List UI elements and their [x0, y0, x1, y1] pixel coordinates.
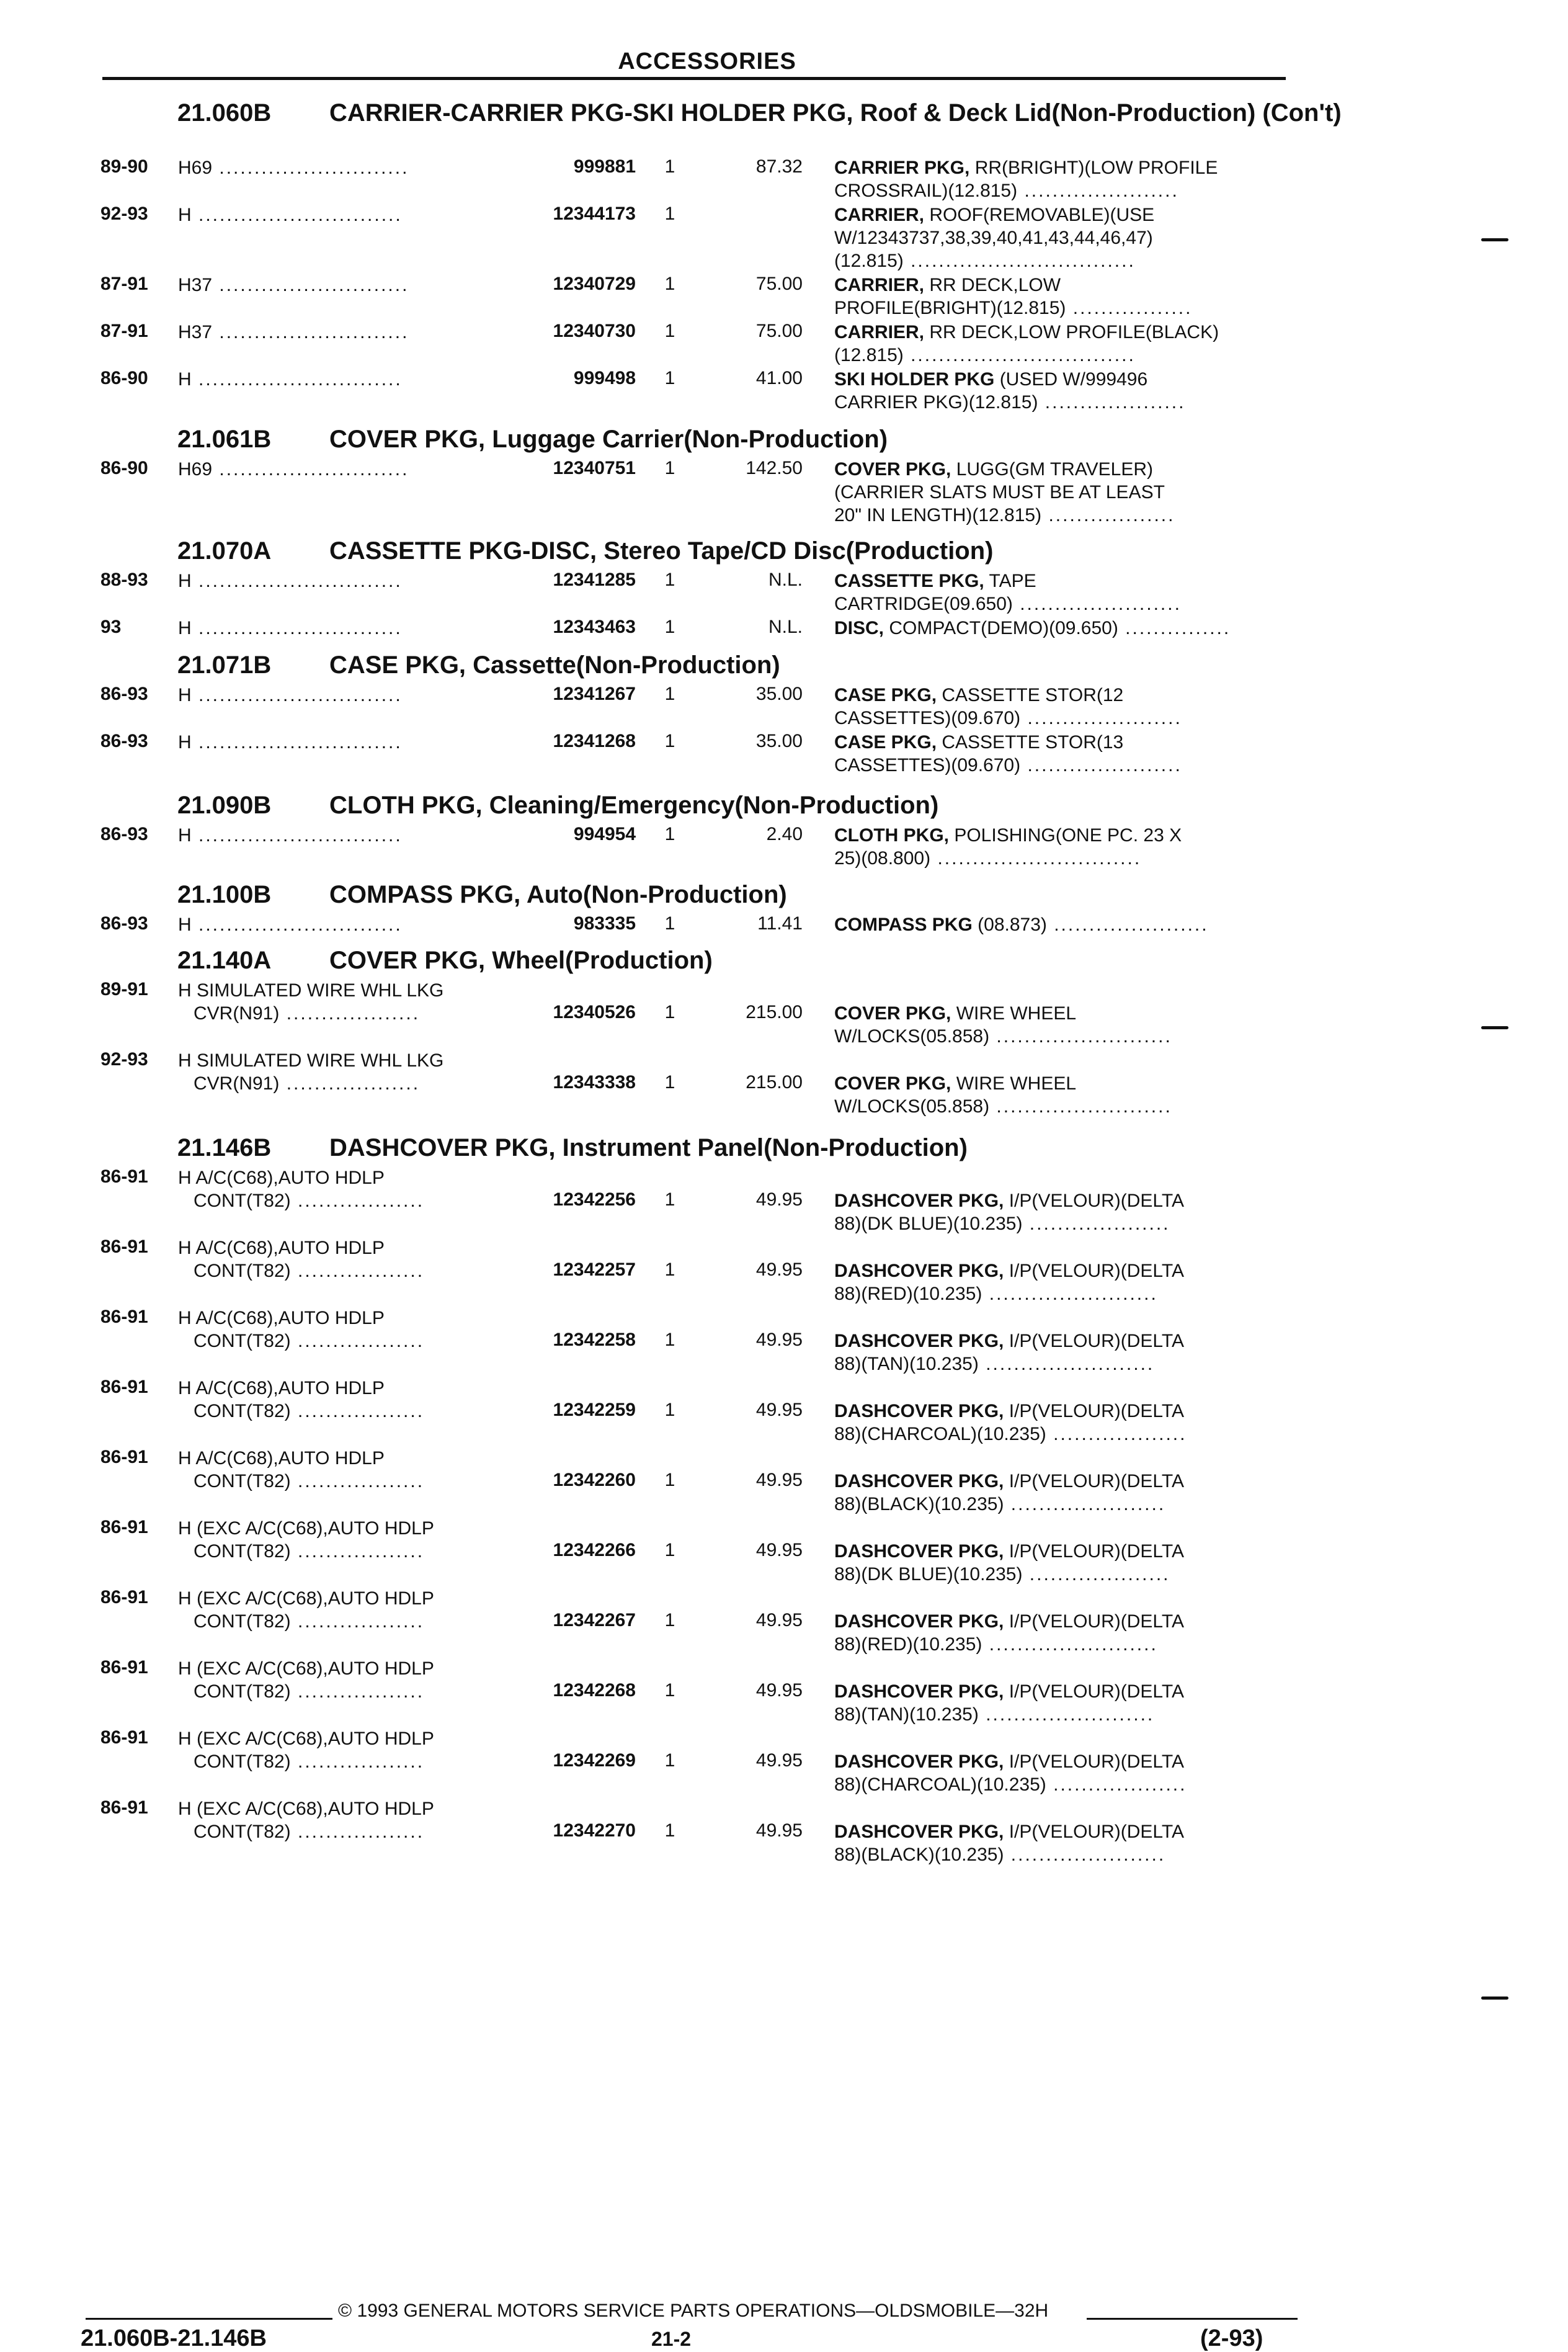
row-price: N.L.	[768, 570, 803, 590]
row-model-text: H	[178, 369, 192, 390]
footer-section-range: 21.060B-21.146B	[81, 2325, 267, 2351]
row-description	[834, 1820, 1293, 1866]
row-model-text: H A/C(C68),AUTO HDLP CONT(T82)	[178, 1238, 385, 1281]
row-description-detail: LUGG(GM TRAVELER) (CARRIER SLATS MUST BE AT LEAST 20" IN LENGTH)(12.815)	[834, 459, 1165, 525]
row-part-number: 12342270	[553, 1820, 636, 1841]
section-code: 21.146B	[177, 1134, 272, 1161]
row-description-detail: I/P(VELOUR)(DELTA 88)(DK BLUE)(10.235)	[834, 1191, 1184, 1234]
row-description-detail: I/P(VELOUR)(DELTA 88)(TAN)(10.235)	[834, 1681, 1184, 1725]
row-model-text: H (EXC A/C(C68),AUTO HDLP CONT(T82)	[178, 1658, 434, 1702]
row-description	[834, 1540, 1293, 1586]
row-price: N.L.	[768, 617, 803, 637]
row-quantity: 1	[664, 684, 675, 704]
row-part-number: 12342258	[553, 1330, 636, 1350]
footer-rule-left	[86, 2318, 332, 2320]
section-code: 21.070A	[177, 537, 272, 565]
row-years: 86-90	[100, 368, 148, 388]
section-title: CASE PKG, Cassette(Non-Production)	[329, 651, 780, 679]
row-model	[178, 1236, 424, 1282]
row-description	[834, 913, 1293, 936]
row-description-name: DASHCOVER PKG,	[834, 1822, 1004, 1842]
row-model	[178, 1377, 424, 1423]
row-model-text: H69	[178, 459, 213, 480]
row-years: 86-91	[100, 1797, 148, 1818]
row-model	[178, 1587, 434, 1633]
row-description-detail: (08.873)	[972, 914, 1047, 935]
row-model-text: H	[178, 914, 192, 935]
leader-dots: ....................	[1038, 392, 1186, 413]
row-years: 86-91	[100, 1377, 148, 1397]
leader-dots: ...................	[1046, 1424, 1187, 1444]
row-model-text: H	[178, 732, 192, 753]
footer-rule-right	[1087, 2318, 1298, 2320]
row-model-text: H A/C(C68),AUTO HDLP CONT(T82)	[178, 1378, 385, 1421]
row-description-detail: RR(BRIGHT)(LOW PROFILE CROSSRAIL)(12.815)	[834, 158, 1218, 201]
row-description-detail: (USED W/999496 CARRIER PKG)(12.815)	[834, 369, 1148, 413]
row-quantity: 1	[664, 274, 675, 294]
row-part-number: 983335	[573, 913, 636, 934]
row-description-detail: CASSETTE STOR(13 CASSETTES)(09.670)	[834, 732, 1124, 776]
row-quantity: 1	[664, 321, 675, 341]
row-description	[834, 570, 1293, 615]
leader-dots: ..................	[290, 1822, 425, 1842]
row-model	[178, 570, 403, 592]
row-quantity: 1	[664, 1610, 675, 1630]
row-model	[178, 1049, 443, 1095]
row-description	[834, 458, 1293, 527]
row-description	[834, 1610, 1293, 1656]
section-title: CLOTH PKG, Cleaning/Emergency(Non-Production)	[329, 792, 939, 819]
leader-dots: .............................	[191, 685, 403, 705]
section-code: 21.100B	[177, 881, 272, 908]
row-price: 2.40	[766, 824, 803, 844]
section-code: 21.071B	[177, 651, 272, 679]
row-quantity: 1	[664, 570, 675, 590]
leader-dots: .............................	[191, 618, 403, 638]
row-model	[178, 203, 403, 226]
row-part-number: 12342268	[553, 1680, 636, 1701]
row-description-detail: WIRE WHEEL W/LOCKS(05.858)	[834, 1003, 1077, 1047]
row-model-text: H	[178, 685, 192, 705]
row-model-text: H69	[178, 158, 213, 178]
leader-dots: ...........................	[212, 322, 409, 342]
leader-dots: ......................	[1004, 1494, 1166, 1514]
row-years: 86-91	[100, 1657, 148, 1678]
row-model	[178, 824, 403, 847]
leader-dots: ...................	[279, 1003, 421, 1024]
row-model	[178, 368, 403, 391]
row-price: 49.95	[755, 1540, 803, 1560]
row-description-name: DASHCOVER PKG,	[834, 1471, 1004, 1491]
row-model	[178, 684, 403, 707]
row-quantity: 1	[664, 1820, 675, 1841]
row-part-number: 12342256	[553, 1189, 636, 1210]
row-model-text: H37	[178, 275, 213, 295]
leader-dots: ....................	[1022, 1564, 1170, 1585]
row-price: 49.95	[755, 1259, 803, 1280]
row-model	[178, 1307, 424, 1353]
row-description-detail: RR DECK,LOW PROFILE(BLACK) (12.815)	[834, 322, 1219, 365]
row-price: 11.41	[757, 913, 803, 934]
row-price: 49.95	[755, 1189, 803, 1210]
row-model-text: H (EXC A/C(C68),AUTO HDLP CONT(T82)	[178, 1799, 434, 1842]
section-title: DASHCOVER PKG, Instrument Panel(Non-Production)	[329, 1134, 968, 1161]
leader-dots: ........................	[982, 1634, 1158, 1655]
row-part-number: 12342267	[553, 1610, 636, 1630]
row-part-number: 12342257	[553, 1259, 636, 1280]
row-model-text: H A/C(C68),AUTO HDLP CONT(T82)	[178, 1308, 385, 1351]
row-price: 215.00	[746, 1002, 803, 1022]
row-description-detail: COMPACT(DEMO)(09.650)	[884, 618, 1118, 638]
leader-dots: ..................	[290, 1261, 425, 1281]
row-years: 86-91	[100, 1166, 148, 1187]
row-model	[178, 156, 409, 179]
row-description-detail: I/P(VELOUR)(DELTA 88)(DK BLUE)(10.235)	[834, 1541, 1184, 1585]
row-price: 49.95	[755, 1470, 803, 1490]
row-part-number: 999498	[573, 368, 636, 388]
row-price: 41.00	[755, 368, 803, 388]
row-description-name: COVER PKG,	[834, 1003, 951, 1024]
leader-dots: .............................	[191, 571, 403, 591]
row-description-detail: I/P(VELOUR)(DELTA 88)(BLACK)(10.235)	[834, 1471, 1184, 1514]
row-description-name: COVER PKG,	[834, 459, 951, 480]
footer-page-number: 21-2	[651, 2328, 692, 2350]
leader-dots: .........................	[989, 1026, 1172, 1047]
margin-change-mark	[1481, 238, 1508, 241]
row-description-detail: TAPE CARTRIDGE(09.650)	[834, 571, 1036, 614]
row-description-detail: I/P(VELOUR)(DELTA 88)(RED)(10.235)	[834, 1611, 1184, 1655]
row-part-number: 12340730	[553, 321, 636, 341]
row-description	[834, 368, 1293, 414]
row-description	[834, 274, 1293, 320]
leader-dots: ..................	[290, 1541, 425, 1562]
row-quantity: 1	[664, 1189, 675, 1210]
row-price: 49.95	[755, 1400, 803, 1420]
leader-dots: ................................	[903, 345, 1136, 365]
row-price: 87.32	[755, 156, 803, 177]
row-part-number: 12342259	[553, 1400, 636, 1420]
row-model	[178, 731, 403, 754]
leader-dots: ......................	[1004, 1844, 1166, 1865]
row-price: 49.95	[755, 1330, 803, 1350]
leader-dots: ...........................	[212, 275, 409, 295]
row-price: 49.95	[755, 1820, 803, 1841]
section-title: COVER PKG, Wheel(Production)	[329, 947, 713, 974]
row-years: 87-91	[100, 274, 148, 294]
row-description-detail: I/P(VELOUR)(DELTA 88)(CHARCOAL)(10.235)	[834, 1751, 1184, 1795]
row-model-text: H (EXC A/C(C68),AUTO HDLP CONT(T82)	[178, 1518, 434, 1562]
row-quantity: 1	[664, 203, 675, 224]
row-description	[834, 1189, 1293, 1235]
row-price: 49.95	[755, 1610, 803, 1630]
row-price: 35.00	[755, 731, 803, 751]
row-description-name: DISC,	[834, 618, 884, 638]
leader-dots: .........................	[989, 1096, 1172, 1117]
row-quantity: 1	[664, 1002, 675, 1022]
row-years: 86-93	[100, 731, 148, 751]
row-quantity: 1	[664, 458, 675, 478]
row-part-number: 12342266	[553, 1540, 636, 1560]
row-years: 86-91	[100, 1447, 148, 1467]
row-price: 49.95	[755, 1680, 803, 1701]
row-part-number: 12341285	[553, 570, 636, 590]
leader-dots: ........................	[982, 1284, 1158, 1304]
row-description	[834, 617, 1293, 640]
row-years: 92-93	[100, 1049, 148, 1070]
row-part-number: 12340526	[553, 1002, 636, 1022]
row-description-name: DASHCOVER PKG,	[834, 1261, 1004, 1281]
row-description-name: DASHCOVER PKG,	[834, 1681, 1004, 1702]
row-description-detail: I/P(VELOUR)(DELTA 88)(TAN)(10.235)	[834, 1331, 1184, 1374]
leader-dots: ................................	[903, 251, 1136, 271]
header-rule	[102, 77, 1286, 80]
leader-dots: ...........................	[212, 459, 409, 480]
section-title: CASSETTE PKG-DISC, Stereo Tape/CD Disc(Production)	[329, 537, 994, 565]
row-part-number: 12341268	[553, 731, 636, 751]
row-part-number: 12343463	[553, 617, 636, 637]
row-model-text: H	[178, 825, 192, 846]
row-quantity: 1	[664, 1072, 675, 1093]
page-header-title: ACCESSORIES	[618, 48, 796, 74]
row-description	[834, 684, 1293, 730]
row-description-name: SKI HOLDER PKG	[834, 369, 995, 390]
row-model	[178, 617, 403, 640]
row-quantity: 1	[664, 1400, 675, 1420]
leader-dots: ..................	[290, 1751, 425, 1772]
row-model	[178, 274, 409, 297]
row-model	[178, 321, 409, 344]
row-description-detail: I/P(VELOUR)(DELTA 88)(CHARCOAL)(10.235)	[834, 1401, 1184, 1444]
row-years: 89-90	[100, 156, 148, 177]
row-description-name: CLOTH PKG,	[834, 825, 949, 846]
row-part-number: 12340729	[553, 274, 636, 294]
row-model	[178, 1166, 424, 1212]
row-model	[178, 1657, 434, 1703]
leader-dots: .............................	[930, 848, 1142, 869]
leader-dots: ...............	[1118, 618, 1231, 638]
row-years: 86-91	[100, 1307, 148, 1327]
row-model-text: H	[178, 618, 192, 638]
row-price: 142.50	[746, 458, 803, 478]
row-description	[834, 156, 1293, 202]
row-part-number: 12342260	[553, 1470, 636, 1490]
row-description	[834, 731, 1293, 777]
section-title: COVER PKG, Luggage Carrier(Non-Production)	[329, 426, 888, 453]
row-quantity: 1	[664, 824, 675, 844]
row-quantity: 1	[664, 1680, 675, 1701]
row-years: 88-93	[100, 570, 148, 590]
margin-change-mark	[1481, 1997, 1508, 2000]
row-description-name: DASHCOVER PKG,	[834, 1331, 1004, 1351]
row-price: 75.00	[755, 321, 803, 341]
row-description	[834, 824, 1293, 870]
row-description-name: CASE PKG,	[834, 685, 937, 705]
row-quantity: 1	[664, 1750, 675, 1771]
row-quantity: 1	[664, 731, 675, 751]
row-description-name: DASHCOVER PKG,	[834, 1401, 1004, 1421]
row-description	[834, 1470, 1293, 1516]
row-description-detail: WIRE WHEEL W/LOCKS(05.858)	[834, 1073, 1077, 1117]
row-description-detail: ROOF(REMOVABLE)(USE W/12343737,38,39,40,41,43,44,46,47) (12.815)	[834, 205, 1155, 271]
row-model-text: H	[178, 571, 192, 591]
row-model	[178, 913, 403, 936]
row-years: 86-93	[100, 684, 148, 704]
row-description-name: CARRIER,	[834, 205, 925, 225]
row-description-name: DASHCOVER PKG,	[834, 1751, 1004, 1772]
row-model-text: H	[178, 205, 192, 225]
row-years: 86-91	[100, 1587, 148, 1607]
row-quantity: 1	[664, 1540, 675, 1560]
leader-dots: .............................	[191, 205, 403, 225]
row-part-number: 12341267	[553, 684, 636, 704]
row-model-text: H SIMULATED WIRE WHL LKG CVR(N91)	[178, 1050, 444, 1094]
row-description-detail: I/P(VELOUR)(DELTA 88)(BLACK)(10.235)	[834, 1822, 1184, 1865]
leader-dots: ........................	[978, 1354, 1155, 1374]
row-years: 86-91	[100, 1517, 148, 1537]
row-description	[834, 203, 1293, 272]
leader-dots: ..................	[290, 1191, 425, 1211]
row-model	[178, 1447, 424, 1493]
section-code: 21.140A	[177, 947, 272, 974]
row-description	[834, 1259, 1293, 1305]
row-description	[834, 1750, 1293, 1796]
row-description	[834, 1072, 1293, 1118]
row-part-number: 999881	[573, 156, 636, 177]
row-quantity: 1	[664, 1470, 675, 1490]
footer-date: (2-93)	[1200, 2325, 1263, 2351]
row-part-number: 12343338	[553, 1072, 636, 1093]
leader-dots: ..................	[1041, 505, 1175, 525]
row-price: 35.00	[755, 684, 803, 704]
row-description-name: DASHCOVER PKG,	[834, 1541, 1004, 1562]
row-part-number: 12344173	[553, 203, 636, 224]
row-years: 86-91	[100, 1727, 148, 1748]
row-description-name: DASHCOVER PKG,	[834, 1191, 1004, 1211]
leader-dots: ....................	[1022, 1214, 1170, 1234]
leader-dots: .............................	[191, 732, 403, 753]
row-quantity: 1	[664, 1259, 675, 1280]
row-quantity: 1	[664, 156, 675, 177]
row-description	[834, 1680, 1293, 1726]
leader-dots: .............................	[191, 825, 403, 846]
section-title: CARRIER-CARRIER PKG-SKI HOLDER PKG, Roof & Deck Lid(Non-Production) (Con't)	[329, 99, 1342, 127]
leader-dots: .............................	[191, 369, 403, 390]
row-description-name: CASSETTE PKG,	[834, 571, 984, 591]
leader-dots: ...................	[279, 1073, 421, 1094]
row-description-name: CARRIER,	[834, 322, 925, 342]
leader-dots: ..................	[290, 1401, 425, 1421]
row-years: 93	[100, 617, 122, 637]
leader-dots: .............................	[191, 914, 403, 935]
row-description-detail: POLISHING(ONE PC. 23 X 25)(08.800)	[834, 825, 1182, 869]
leader-dots: ......................	[1020, 755, 1182, 776]
row-description-detail: I/P(VELOUR)(DELTA 88)(RED)(10.235)	[834, 1261, 1184, 1304]
row-description-name: COMPASS PKG	[834, 914, 973, 935]
leader-dots: ......................	[1046, 914, 1209, 935]
section-title: COMPASS PKG, Auto(Non-Production)	[329, 881, 787, 908]
row-description	[834, 1330, 1293, 1375]
row-price: 215.00	[746, 1072, 803, 1093]
row-years: 87-91	[100, 321, 148, 341]
row-description-name: CASE PKG,	[834, 732, 937, 753]
row-part-number: 12342269	[553, 1750, 636, 1771]
row-description-name: DASHCOVER PKG,	[834, 1611, 1004, 1632]
row-quantity: 1	[664, 913, 675, 934]
row-years: 89-91	[100, 979, 148, 999]
row-part-number: 994954	[573, 824, 636, 844]
section-code: 21.061B	[177, 426, 272, 453]
row-model-text: H SIMULATED WIRE WHL LKG CVR(N91)	[178, 980, 444, 1024]
row-model-text: H (EXC A/C(C68),AUTO HDLP CONT(T82)	[178, 1588, 434, 1632]
row-description-detail: CASSETTE STOR(12 CASSETTES)(09.670)	[834, 685, 1124, 728]
row-model-text: H (EXC A/C(C68),AUTO HDLP CONT(T82)	[178, 1728, 434, 1772]
row-description	[834, 321, 1293, 367]
row-model	[178, 1797, 434, 1843]
row-model	[178, 979, 443, 1025]
row-quantity: 1	[664, 368, 675, 388]
row-model	[178, 458, 409, 481]
row-model-text: H37	[178, 322, 213, 342]
row-part-number: 12340751	[553, 458, 636, 478]
row-model	[178, 1517, 434, 1563]
row-years: 92-93	[100, 203, 148, 224]
section-code: 21.090B	[177, 792, 272, 819]
leader-dots: ..................	[290, 1681, 425, 1702]
leader-dots: ..................	[290, 1331, 425, 1351]
row-description-name: COVER PKG,	[834, 1073, 951, 1094]
leader-dots: ...........................	[212, 158, 409, 178]
row-description-name: CARRIER,	[834, 275, 925, 295]
footer-copyright: © 1993 GENERAL MOTORS SERVICE PARTS OPERATIONS—OLDSMOBILE—32H	[338, 2301, 1049, 2321]
row-description	[834, 1400, 1293, 1446]
row-model	[178, 1727, 434, 1773]
row-description	[834, 1002, 1293, 1048]
margin-change-mark	[1481, 1026, 1508, 1029]
leader-dots: ........................	[978, 1704, 1155, 1725]
row-quantity: 1	[664, 1330, 675, 1350]
row-price: 49.95	[755, 1750, 803, 1771]
row-price: 75.00	[755, 274, 803, 294]
row-years: 86-91	[100, 1236, 148, 1257]
row-model-text: H A/C(C68),AUTO HDLP CONT(T82)	[178, 1168, 385, 1211]
row-description-name: CARRIER PKG,	[834, 158, 970, 178]
row-description-detail: RR DECK,LOW PROFILE(BRIGHT)(12.815)	[834, 275, 1066, 318]
leader-dots: ......................	[1020, 708, 1182, 728]
row-years: 86-93	[100, 824, 148, 844]
section-code: 21.060B	[177, 99, 272, 127]
row-quantity: 1	[664, 617, 675, 637]
row-years: 86-90	[100, 458, 148, 478]
leader-dots: .......................	[1012, 594, 1182, 614]
row-years: 86-93	[100, 913, 148, 934]
leader-dots: .................	[1066, 298, 1193, 318]
leader-dots: ..................	[290, 1471, 425, 1491]
leader-dots: ......................	[1017, 181, 1179, 201]
leader-dots: ..................	[290, 1611, 425, 1632]
leader-dots: ...................	[1046, 1774, 1187, 1795]
row-model-text: H A/C(C68),AUTO HDLP CONT(T82)	[178, 1448, 385, 1491]
